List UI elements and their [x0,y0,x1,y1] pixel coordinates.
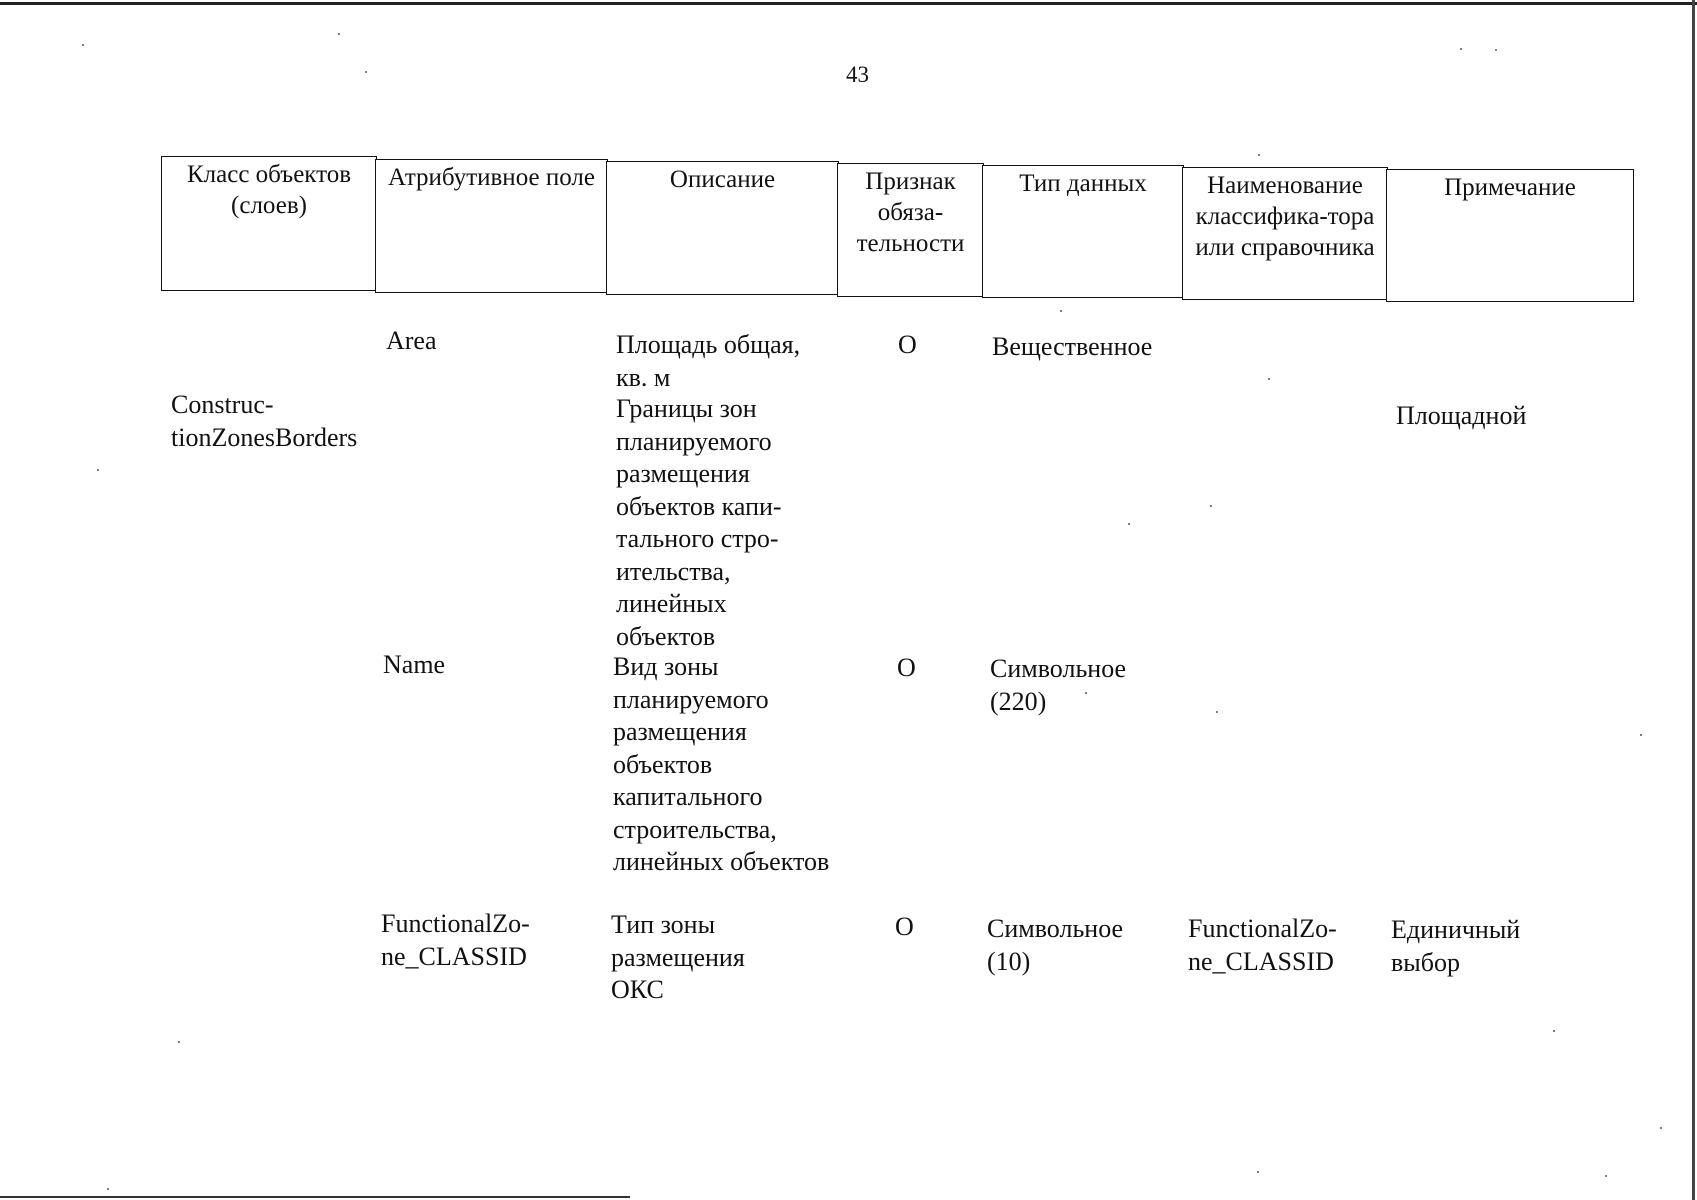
header-required: Признак обяза-тельности [837,163,984,297]
scan-edge-bottom [0,1196,630,1198]
row-data-type: Символьное (10) [987,914,1124,976]
row-required: О [895,912,914,941]
row-field: Name [383,650,446,679]
header-classifier: Наименование классифика-тора или справочника [1182,167,1388,300]
row-required: О [898,330,917,359]
header-note: Примечание [1386,169,1634,302]
row-data-type: Символьное (220) [990,654,1127,716]
header-attribute-field: Атрибутивное поле [375,159,608,293]
header-class: Класс объектов (слоев) [161,156,377,291]
row-note: Единичный выбор [1391,915,1521,977]
class-name: Construc-tionZonesBorders [171,390,358,452]
row-field: FunctionalZo-ne_CLASSID [381,909,530,971]
row-description: Площадь общая, кв. м [616,330,801,392]
row-description: Тип зоны размещения ОКС [611,910,745,1004]
scan-edge-right [1692,0,1695,1200]
class-description: Границы зон планируемого размещения объектов капи-тального стро-ительства, линейных объектов [616,394,782,651]
header-data-type: Тип данных [982,165,1184,298]
page-number: 43 [846,62,869,87]
row-required: О [897,653,916,682]
row-classifier: FunctionalZo-ne_CLASSID [1188,914,1337,976]
row-description: Вид зоны планируемого размещения объектов капитального строительства, линейных объектов [613,652,830,876]
row-data-type: Вещественное [992,332,1153,361]
header-description: Описание [606,161,839,295]
row-field: Area [386,326,437,355]
scan-edge-top [0,2,1697,5]
class-note: Площадной [1396,401,1527,430]
